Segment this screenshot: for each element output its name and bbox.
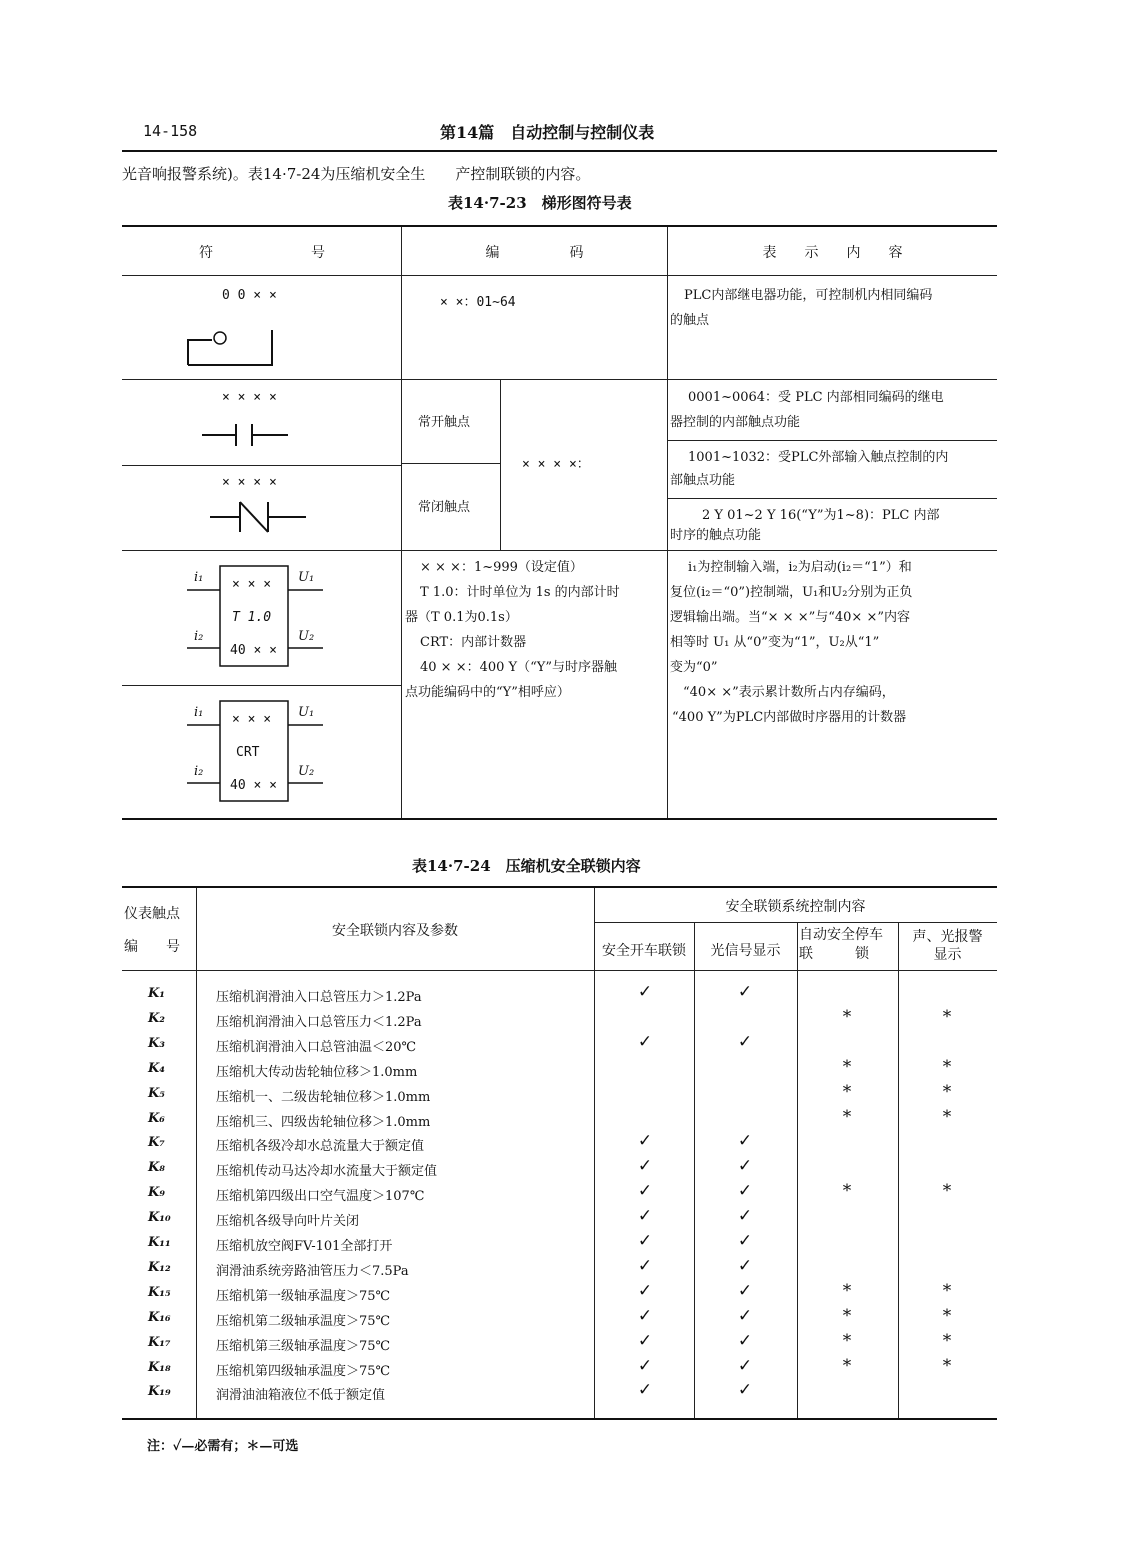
table23-row2-rule — [122, 550, 997, 551]
timer-code-5: 40 × ×：400 Y（“Y”与时序器触 — [420, 660, 617, 675]
timer-meaning-4: 相等时 U₁ 从“0”变为“1”，U₂从“1” — [670, 635, 880, 650]
light-signal-check: ✓ — [737, 1206, 753, 1227]
normally-closed-contact-icon — [208, 498, 308, 536]
auto-stop-optional: * — [842, 1355, 852, 1376]
t24-divider-5 — [898, 922, 899, 1418]
light-signal-check: ✓ — [737, 1330, 753, 1351]
page-number: 14-158 — [143, 122, 198, 140]
col-divider-2 — [667, 227, 668, 818]
interlock-description: 压缩机传动马达冷却水流量大于额定值 — [216, 1164, 438, 1180]
timer-meaning-6: “40× ×”表示累计数所占内存编码， — [670, 685, 895, 700]
timer-code-2: T 1.0：计时单位为 1s 的内部计时 — [420, 585, 620, 600]
interlock-description: 润滑油油箱液位不低于额定值 — [216, 1388, 386, 1404]
timer-code-6: 点功能编码中的“Y”相呼应） — [405, 685, 570, 700]
light-signal-check: ✓ — [737, 1031, 753, 1052]
contact-meaning-2b: 部触点功能 — [670, 473, 736, 488]
interlock-description: 压缩机润滑油入口总管油温＜20℃ — [216, 1039, 417, 1055]
auto-stop-optional: * — [842, 1106, 852, 1127]
relay-meaning-2: 的触点 — [670, 313, 710, 328]
header-auto-stop-1: 自动安全停车 — [799, 927, 883, 943]
table24-caption: 表14·7-24 压缩机安全联锁内容 — [412, 857, 641, 875]
symbol-split-rule — [122, 465, 402, 466]
counter-top: × × × — [232, 712, 272, 727]
counter-u1: U₁ — [298, 705, 315, 720]
auto-stop-optional: * — [842, 1280, 852, 1301]
interlock-description: 压缩机第一级轴承温度＞75℃ — [216, 1288, 391, 1304]
start-interlock-check: ✓ — [637, 1355, 653, 1376]
t24-divider-1 — [196, 888, 197, 1418]
contact-divider — [500, 379, 501, 550]
header-code: 编 码 — [485, 245, 584, 261]
contact-code: × × × ×： — [522, 457, 590, 472]
header-rule — [122, 150, 997, 152]
start-interlock-check: ✓ — [637, 1231, 653, 1251]
contact-meaning-1a: 0001~0064：受 PLC 内部相同编码的继电 — [688, 390, 944, 405]
table23-caption: 表14·7-23 梯形图符号表 — [448, 194, 632, 212]
symbol-split-rule-2 — [122, 685, 402, 686]
normally-open-contact-icon — [200, 420, 290, 450]
auto-stop-optional: * — [842, 1056, 852, 1077]
interlock-description: 压缩机润滑油入口总管压力＜1.2Pa — [216, 1014, 422, 1030]
auto-stop-optional: * — [842, 1006, 852, 1027]
alarm-optional: * — [942, 1106, 952, 1127]
interlock-description: 压缩机各级冷却水总流量大于额定值 — [216, 1139, 425, 1155]
chapter-title: 第14篇 自动控制与控制仪表 — [440, 123, 655, 142]
contact-code: K₅ — [148, 1085, 165, 1101]
meaning-split-rule-1 — [668, 440, 997, 441]
interlock-description: 压缩机一、二级齿轮轴位移＞1.0mm — [216, 1089, 431, 1105]
timer-bottom: 40 × × — [230, 643, 277, 658]
alarm-optional: * — [942, 1330, 952, 1351]
header-alarm-2: 显示 — [933, 947, 962, 963]
contact-code: K₁₀ — [148, 1210, 171, 1226]
contact-code: K₁₁ — [148, 1235, 171, 1250]
light-signal-check: ✓ — [737, 982, 753, 1002]
light-signal-check: ✓ — [737, 1231, 753, 1251]
contact-code: K₃ — [148, 1035, 165, 1051]
start-interlock-check: ✓ — [637, 1131, 653, 1152]
interlock-description: 压缩机大传动齿轮轴位移＞1.0mm — [216, 1064, 418, 1080]
contact-code: K₁₈ — [148, 1359, 171, 1375]
header-alarm-1: 声、光报警 — [912, 929, 983, 945]
counter-bottom: 40 × × — [230, 778, 277, 793]
light-signal-check: ✓ — [737, 1255, 753, 1276]
table23-header-rule — [122, 275, 997, 276]
t24-divider-2 — [594, 888, 595, 1418]
nc-contact-label: 常闭触点 — [418, 500, 471, 515]
interlock-description: 压缩机第三级轴承温度＞75℃ — [216, 1338, 391, 1354]
timer-top: × × × — [232, 577, 272, 592]
table24-top-rule — [122, 886, 997, 888]
timer-meaning-1: i₁为控制输入端，i₂为启动(i₂＝“1”）和 — [688, 560, 912, 575]
alarm-optional: * — [942, 1355, 952, 1376]
start-interlock-check: ✓ — [637, 1156, 653, 1177]
contact-code: K₈ — [148, 1160, 165, 1176]
start-interlock-check: ✓ — [637, 1255, 653, 1276]
start-interlock-check: ✓ — [637, 1181, 653, 1202]
table24-header-rule — [122, 970, 997, 971]
light-signal-check: ✓ — [737, 1380, 753, 1401]
auto-stop-optional: * — [842, 1305, 852, 1326]
start-interlock-check: ✓ — [637, 1206, 653, 1227]
table24-note: 注：✓—必需有；＊—可选 — [147, 1439, 299, 1454]
timer-meaning-5: 变为“0” — [670, 660, 718, 675]
contact-code: K₄ — [148, 1060, 165, 1076]
col-divider-1 — [401, 227, 402, 818]
interlock-description: 压缩机放空阀FV-101全部打开 — [216, 1239, 393, 1254]
interlock-description: 压缩机各级导向叶片关闭 — [216, 1214, 360, 1230]
start-interlock-check: ✓ — [637, 1305, 653, 1326]
nc-contact-symbol-label: × × × × — [222, 475, 277, 490]
header-start-interlock: 安全开车联锁 — [602, 943, 686, 959]
interlock-description: 润滑油系统旁路油管压力＜7.5Pa — [216, 1263, 409, 1279]
contact-code: K₉ — [148, 1185, 165, 1201]
auto-stop-optional: * — [842, 1181, 852, 1202]
contact-code: K₇ — [148, 1135, 165, 1151]
interlock-description: 压缩机润滑油入口总管压力＞1.2Pa — [216, 990, 422, 1005]
counter-i2: i₂ — [194, 764, 204, 779]
interlock-description: 压缩机第四级出口空气温度＞107℃ — [216, 1189, 425, 1205]
timer-code-1: × × ×：1~999（设定值） — [420, 560, 583, 575]
light-signal-check: ✓ — [737, 1181, 753, 1202]
start-interlock-check: ✓ — [637, 1380, 653, 1401]
header-auto-stop-2: 联 锁 — [799, 946, 869, 962]
timer-u1: U₁ — [298, 570, 315, 585]
timer-u2: U₂ — [298, 629, 315, 644]
table23-row1-rule — [122, 379, 997, 380]
start-interlock-check: ✓ — [637, 1031, 653, 1052]
header-contact-1: 仪表触点 — [124, 906, 180, 922]
contact-code: K₁₆ — [148, 1309, 171, 1325]
contact-code: K₆ — [148, 1110, 165, 1126]
timer-meaning-3: 逻辑输出端。当“× × ×”与“40× ×”内容 — [670, 610, 910, 625]
header-content: 安全联锁内容及参数 — [332, 923, 458, 939]
timer-i2: i₂ — [194, 629, 204, 644]
t24-divider-4 — [797, 922, 798, 1418]
contact-meaning-3b: 时序的触点功能 — [670, 528, 762, 543]
table23-bottom-rule — [122, 818, 997, 820]
timer-code-4: CRT：内部计数器 — [420, 635, 527, 650]
table23-top-rule — [122, 225, 997, 227]
contact-code: K₁₂ — [148, 1259, 171, 1275]
header-symbol: 符 号 — [199, 245, 325, 261]
light-signal-check: ✓ — [737, 1280, 753, 1301]
table24-group-rule — [594, 922, 997, 923]
alarm-optional: * — [942, 1181, 952, 1202]
table24-bottom-rule — [122, 1418, 997, 1420]
alarm-optional: * — [942, 1305, 952, 1326]
start-interlock-check: ✓ — [637, 1330, 653, 1351]
relay-coil-icon — [180, 320, 280, 370]
meaning-split-rule-2 — [668, 498, 997, 499]
alarm-optional: * — [942, 1056, 952, 1077]
counter-u2: U₂ — [298, 764, 315, 779]
contact-code: K₁₉ — [148, 1384, 171, 1400]
contact-code: K₁₇ — [148, 1334, 171, 1350]
no-contact-symbol-label: × × × × — [222, 390, 277, 405]
t24-divider-3 — [694, 922, 695, 1418]
alarm-optional: * — [942, 1280, 952, 1301]
light-signal-check: ✓ — [737, 1355, 753, 1376]
contact-code: K₁₅ — [148, 1284, 171, 1300]
header-group: 安全联锁系统控制内容 — [725, 899, 866, 915]
counter-i1: i₁ — [194, 705, 204, 720]
auto-stop-optional: * — [842, 1081, 852, 1102]
timer-meaning-7: “400 Y”为PLC内部做时序器用的计数器 — [672, 710, 907, 725]
light-signal-check: ✓ — [737, 1305, 753, 1326]
contact-meaning-2a: 1001~1032：受PLC外部输入触点控制的内 — [688, 450, 949, 465]
header-contact-2: 编 号 — [124, 939, 180, 955]
contact-split-rule — [402, 463, 500, 464]
timer-mid: T 1.0 — [232, 610, 272, 625]
interlock-description: 压缩机第二级轴承温度＞75℃ — [216, 1313, 391, 1329]
contact-meaning-1b: 器控制的内部触点功能 — [670, 415, 801, 430]
contact-code: K₂ — [148, 1010, 165, 1026]
alarm-optional: * — [942, 1081, 952, 1102]
light-signal-check: ✓ — [737, 1131, 753, 1152]
interlock-description: 压缩机第四级轴承温度＞75℃ — [216, 1363, 391, 1379]
timer-i1: i₁ — [194, 570, 204, 585]
no-contact-label: 常开触点 — [418, 415, 471, 430]
timer-code-3: 器（T 0.1为0.1s） — [405, 610, 518, 625]
auto-stop-optional: * — [842, 1330, 852, 1351]
header-light-signal: 光信号显示 — [710, 943, 781, 959]
start-interlock-check: ✓ — [637, 982, 653, 1002]
start-interlock-check: ✓ — [637, 1280, 653, 1301]
intro-paragraph: 光音响报警系统)。表14·7-24为压缩机安全生 产控制联锁的内容。 — [122, 165, 591, 183]
timer-meaning-2: 复位(i₂＝“0”)控制端，U₁和U₂分别为正负 — [670, 585, 913, 600]
relay-symbol-label: 0 0 × × — [222, 288, 277, 303]
header-meaning: 表 示 内 容 — [762, 245, 903, 261]
light-signal-check: ✓ — [737, 1156, 753, 1177]
interlock-description: 压缩机三、四级齿轮轴位移＞1.0mm — [216, 1114, 431, 1130]
relay-code: × ×：01~64 — [440, 295, 516, 310]
relay-meaning-1: PLC内部继电器功能，可控制机内相同编码 — [684, 288, 933, 303]
alarm-optional: * — [942, 1006, 952, 1027]
contact-meaning-3a: 2 Y 01~2 Y 16(“Y”为1~8)：PLC 内部 — [702, 508, 940, 523]
contact-code: K₁ — [148, 986, 165, 1001]
counter-mid: CRT — [236, 745, 260, 760]
